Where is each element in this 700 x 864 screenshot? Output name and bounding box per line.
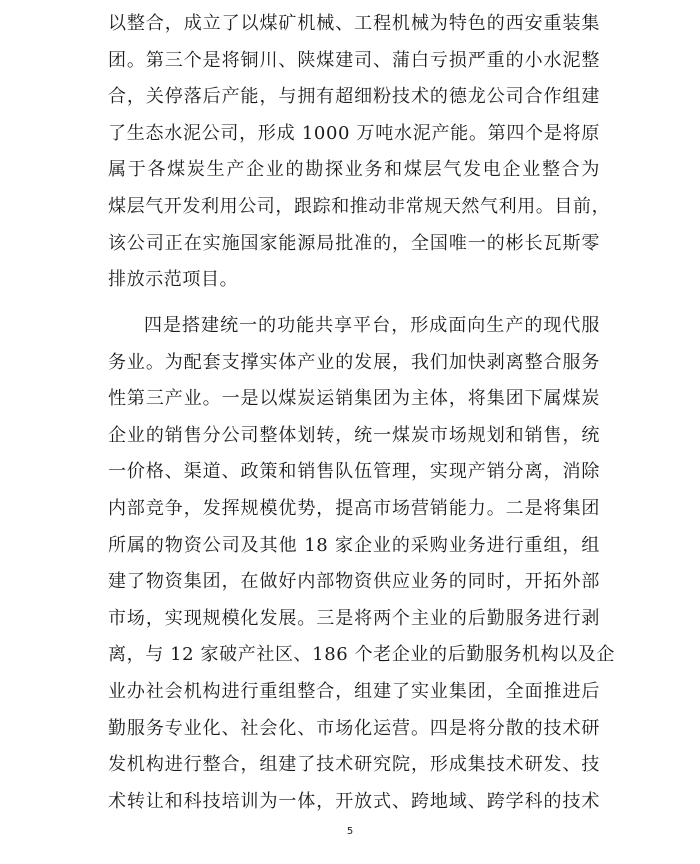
paragraph-line: 所属的物资公司及其他 18 家企业的采购业务进行重组，组 (108, 534, 600, 556)
paragraph-line: 以整合，成立了以煤矿机械、工程机械为特色的西安重装集 (108, 13, 600, 34)
paragraph-line: 内部竞争，发挥规模优势，提高市场营销能力。二是将集团 (108, 497, 600, 519)
paragraph-line: 合，关停落后产能，与拥有超细粉技术的德龙公司合作组建 (108, 86, 600, 108)
paragraph-line: 排放示范项目。 (108, 269, 239, 291)
paragraph-line: 四是搭建统一的功能共享平台，形成面向生产的现代服 (144, 315, 600, 336)
paragraph-line: 离，与 12 家破产社区、186 个老企业的后勤服务机构以及企 (108, 644, 616, 666)
paragraph-line: 企业的销售分公司整体划转，统一煤炭市场规划和销售，统 (108, 424, 600, 446)
paragraph-line: 建了物资集团，在做好内部物资供应业务的同时，开拓外部 (108, 571, 600, 593)
paragraph-line: 市场，实现规模化发展。三是将两个主业的后勤服务进行剥 (108, 607, 600, 629)
paragraph-line: 煤层气开发利用公司，跟踪和推动非常规天然气利用。目前， (108, 195, 611, 217)
paragraph-line: 该公司正在实施国家能源局批准的，全国唯一的彬长瓦斯零 (108, 232, 600, 254)
paragraph-2 (108, 308, 616, 820)
paragraph-line: 了生态水泥公司，形成 1000 万吨水泥产能。第四个是将原 (108, 122, 600, 144)
paragraph-line: 务业。为配套支撑实体产业的发展，我们加快剥离整合服务 (108, 351, 600, 373)
page-number: 5 (346, 826, 354, 837)
paragraph-line: 团。第三个是将铜川、陕煤建司、蒲白亏损严重的小水泥整 (108, 49, 600, 71)
paragraph-1 (108, 6, 611, 299)
paragraph-line: 属于各煤炭生产企业的勘探业务和煤层气发电企业整合为 (108, 159, 600, 181)
paragraph-line: 一价格、渠道、政策和销售队伍管理，实现产销分离，消除 (108, 461, 600, 483)
paragraph-line: 勤服务专业化、社会化、市场化运营。四是将分散的技术研 (108, 717, 600, 739)
paragraph-line: 业办社会机构进行重组整合，组建了实业集团，全面推进后 (108, 680, 600, 702)
paragraph-line: 性第三产业。一是以煤炭运销集团为主体，将集团下属煤炭 (108, 388, 600, 410)
paragraph-line: 术转让和科技培训为一体，开放式、跨地域、跨学科的技术 (108, 790, 600, 812)
paragraph-line: 发机构进行整合，组建了技术研究院，形成集技术研发、技 (108, 754, 600, 776)
